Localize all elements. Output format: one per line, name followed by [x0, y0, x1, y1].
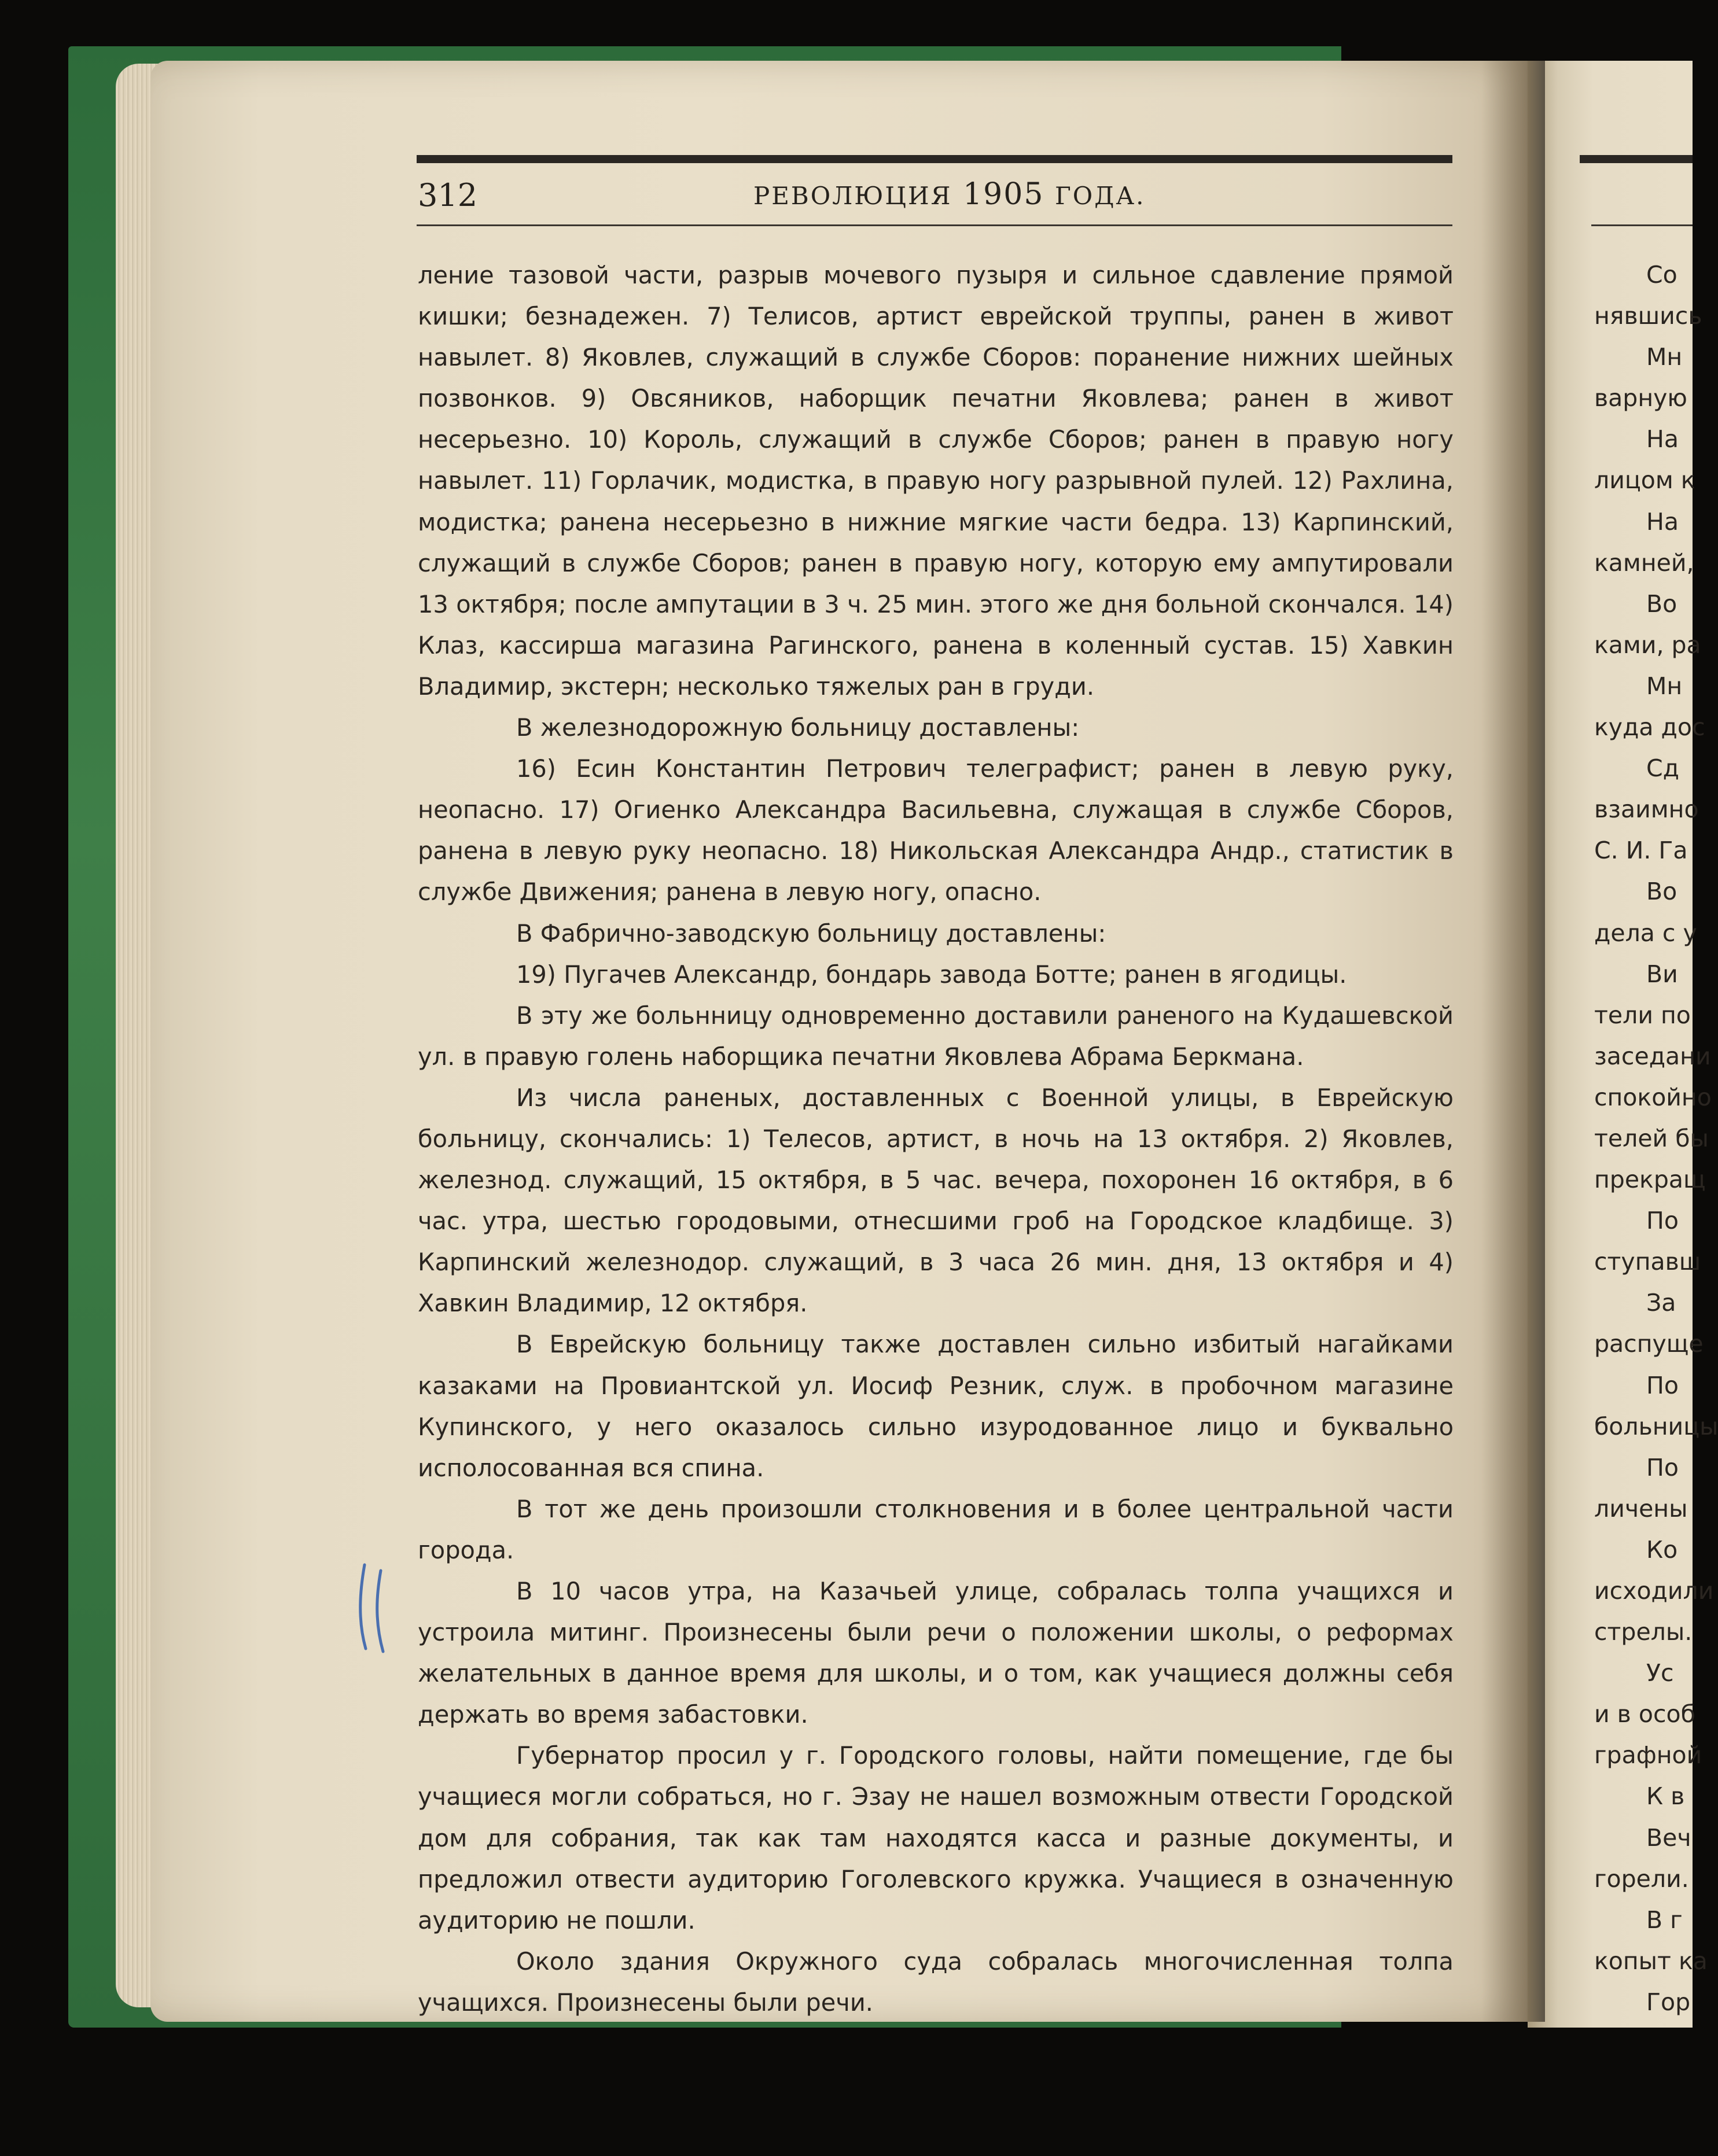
right-page-line: Во — [1646, 878, 1677, 906]
paragraph: ление тазовой части, разрыв мочевого пузыря и сильное сдавление прямой кишки; безнадежен. 7) Телисов, артист еврейской труппы, ранен в живот навылет. 8) Яковлев, служащий в службе Сборов: поранение нижних шейных позвонков. 9) Овсяников, наборщик печатни Яковлева; ранен в живот несерьезно. 10) Король, служащий в службе Сборов; ранен в правую ногу навылет. 11) Горлачик, модистка, в правую ногу разрывной пулей. 12) Рахлина, модистка; ранена несерьезно в нижние мягкие части бедра. 13) Карпинский, служащий в службе Сборов; ранен в правую ногу, которую ему ампутировали 13 октября; после ампутации в 3 ч. 25 мин. этого же дня больной скончался. 14) Клаз, кассирша магазина Рагинского, ранена в коленный сустав. 15) Хавкин Владимир, экстерн; несколько тяжелых ран в груди. — [418, 261, 1454, 701]
right-page-line: Мн — [1646, 672, 1683, 700]
right-page-line: прекращ — [1594, 1166, 1706, 1194]
right-page-text — [1594, 255, 1718, 2023]
paragraph: Губернатор просил у г. Городского головы, найти помещение, где бы учащиеся могли собраться, но г. Эзау не нашел возможным отвести Городской дом для собрания, так как там находятся касса и разные документы, и предложил отвести аудиторию Гоголевского кружка. Учащиеся в означенную аудиторию не пошли. — [418, 1741, 1454, 1934]
running-header — [418, 174, 1451, 220]
running-title — [753, 177, 1146, 212]
paragraph: 16) Есин Константин Петрович телеграфист; ранен в левую руку, неопасно. 17) Огиенко Александра Васильевна, служащая в службе Сборов, ранена в левую руку неопасно. 18) Никольская Александра Андр., статистик в службе Движения; ранена в левую ногу, опасно. — [418, 754, 1454, 906]
right-page-line: Ко — [1646, 1535, 1678, 1564]
right-page-line: Ус — [1646, 1659, 1674, 1687]
right-page-line: По — [1646, 1371, 1679, 1399]
right-page-line: дела с у — [1594, 919, 1697, 947]
right-page-line: По — [1646, 1453, 1679, 1481]
right-page-line: телей бы — [1594, 1124, 1709, 1152]
right-page-line: лицом к — [1594, 466, 1695, 495]
right-page-line: куда дос — [1594, 713, 1705, 742]
right-page-line: больницы — [1594, 1412, 1718, 1440]
right-page-line: В г — [1646, 1906, 1683, 1934]
paragraph: Около здания Окружного суда собралась многочисленная толпа учащихся. Произнесены были речи. — [418, 1947, 1454, 2017]
right-page-line: камней, — [1594, 548, 1694, 577]
paragraph: В тот же день произошли столкновения и в более центральной части города. — [418, 1494, 1454, 1564]
body-text — [418, 255, 1454, 2023]
right-page-line: Сд — [1646, 754, 1679, 783]
right-page-line: За — [1646, 1289, 1676, 1317]
header-rule-thin — [417, 224, 1452, 226]
paragraph: Из числа раненых, доставленных с Военной улицы, в Еврейскую больницу, скончались: 1) Телесов, артист, в ночь на 13 октября. 2) Яковлев, железнод. служащий, 15 октября, в 5 час. вечера, похоронен 16 октября, в 6 час. утра, шестью городовыми, отнесшими гроб на Городское кладбище. 3) Карпинский железнодор. служащий, в 3 часа 26 мин. дня, 13 октября и 4) Хавкин Владимир, 12 октября. — [418, 1083, 1454, 1318]
right-page-line: ками, ра — [1594, 631, 1701, 659]
paragraph: В 10 часов утра, на Казачьей улице, собралась толпа учащихся и устроила митинг. Произнесены были речи о положении школы, о реформах желательных в данное время для школы, и о том, как учащиеся должны себя держать во время забастовки. — [418, 1577, 1454, 1729]
right-page-line: тели по — [1594, 1001, 1691, 1029]
right-page-line: нявшись — [1594, 302, 1702, 330]
right-header-rule-thick — [1580, 155, 1693, 163]
page-number: 312 — [418, 177, 478, 213]
right-page-line: горели. — [1594, 1864, 1689, 1893]
running-title-rest: ГОДА. — [1054, 182, 1146, 210]
right-page-line: спокойно — [1594, 1083, 1712, 1111]
right-page-line: Веч — [1646, 1823, 1691, 1852]
right-page-line: Ви — [1646, 960, 1678, 988]
right-page-line: варную — [1594, 384, 1687, 412]
running-title-word: РЕВОЛЮЦИЯ — [753, 182, 952, 210]
spine-shadow — [1481, 61, 1545, 2022]
right-page-line: графной — [1594, 1741, 1702, 1770]
right-page-line: стрелы. — [1594, 1618, 1693, 1646]
paragraph: В эту же больнницу одновременно доставили раненого на Кудашевской ул. в правую голень наборщика печатни Яковлева Абрама Беркмана. — [418, 1001, 1454, 1071]
right-page-line: На — [1646, 507, 1679, 536]
right-page-line: Гор — [1646, 1988, 1691, 2016]
right-page-line: личены — [1594, 1494, 1688, 1523]
right-page-line: Во — [1646, 589, 1677, 618]
right-page-line: По — [1646, 1207, 1679, 1235]
running-title-year: 1905 — [963, 177, 1044, 212]
right-page-line: К в — [1646, 1782, 1685, 1811]
right-page-line: копыт ка — [1594, 1947, 1708, 1975]
pencil-margin-mark — [347, 1562, 399, 1654]
right-page-line: С. И. Га — [1594, 836, 1688, 865]
right-page-line: Мн — [1646, 343, 1683, 371]
paragraph: В железнодорожную больницу доставлены: — [516, 713, 1080, 742]
right-page-line: Со — [1646, 261, 1677, 289]
header-rule-thick — [417, 155, 1452, 163]
right-page-line: На — [1646, 425, 1679, 454]
right-page-line: распуще — [1594, 1330, 1704, 1358]
paragraph: В Еврейскую больницу также доставлен сильно избитый нагайками казаками на Провиантской ул. Иосиф Резник, служ. в пробочном магазине Купинского, у него оказалось сильно изуродованное лицо и буквально исполосованная вся спина. — [418, 1330, 1454, 1482]
paragraph: В Фабрично-заводскую больницу доставлены: — [516, 919, 1106, 948]
right-page-line: исходили — [1594, 1577, 1714, 1605]
paragraph: 19) Пугачев Александр, бондарь завода Ботте; ранен в ягодицы. — [516, 960, 1347, 989]
right-header-rule-thin — [1591, 224, 1693, 226]
right-page-line: заседани — [1594, 1042, 1711, 1070]
right-page-line: и в особ — [1594, 1700, 1695, 1729]
right-page-line: ступавш — [1594, 1248, 1701, 1276]
right-page-line: взаимно — [1594, 795, 1699, 824]
